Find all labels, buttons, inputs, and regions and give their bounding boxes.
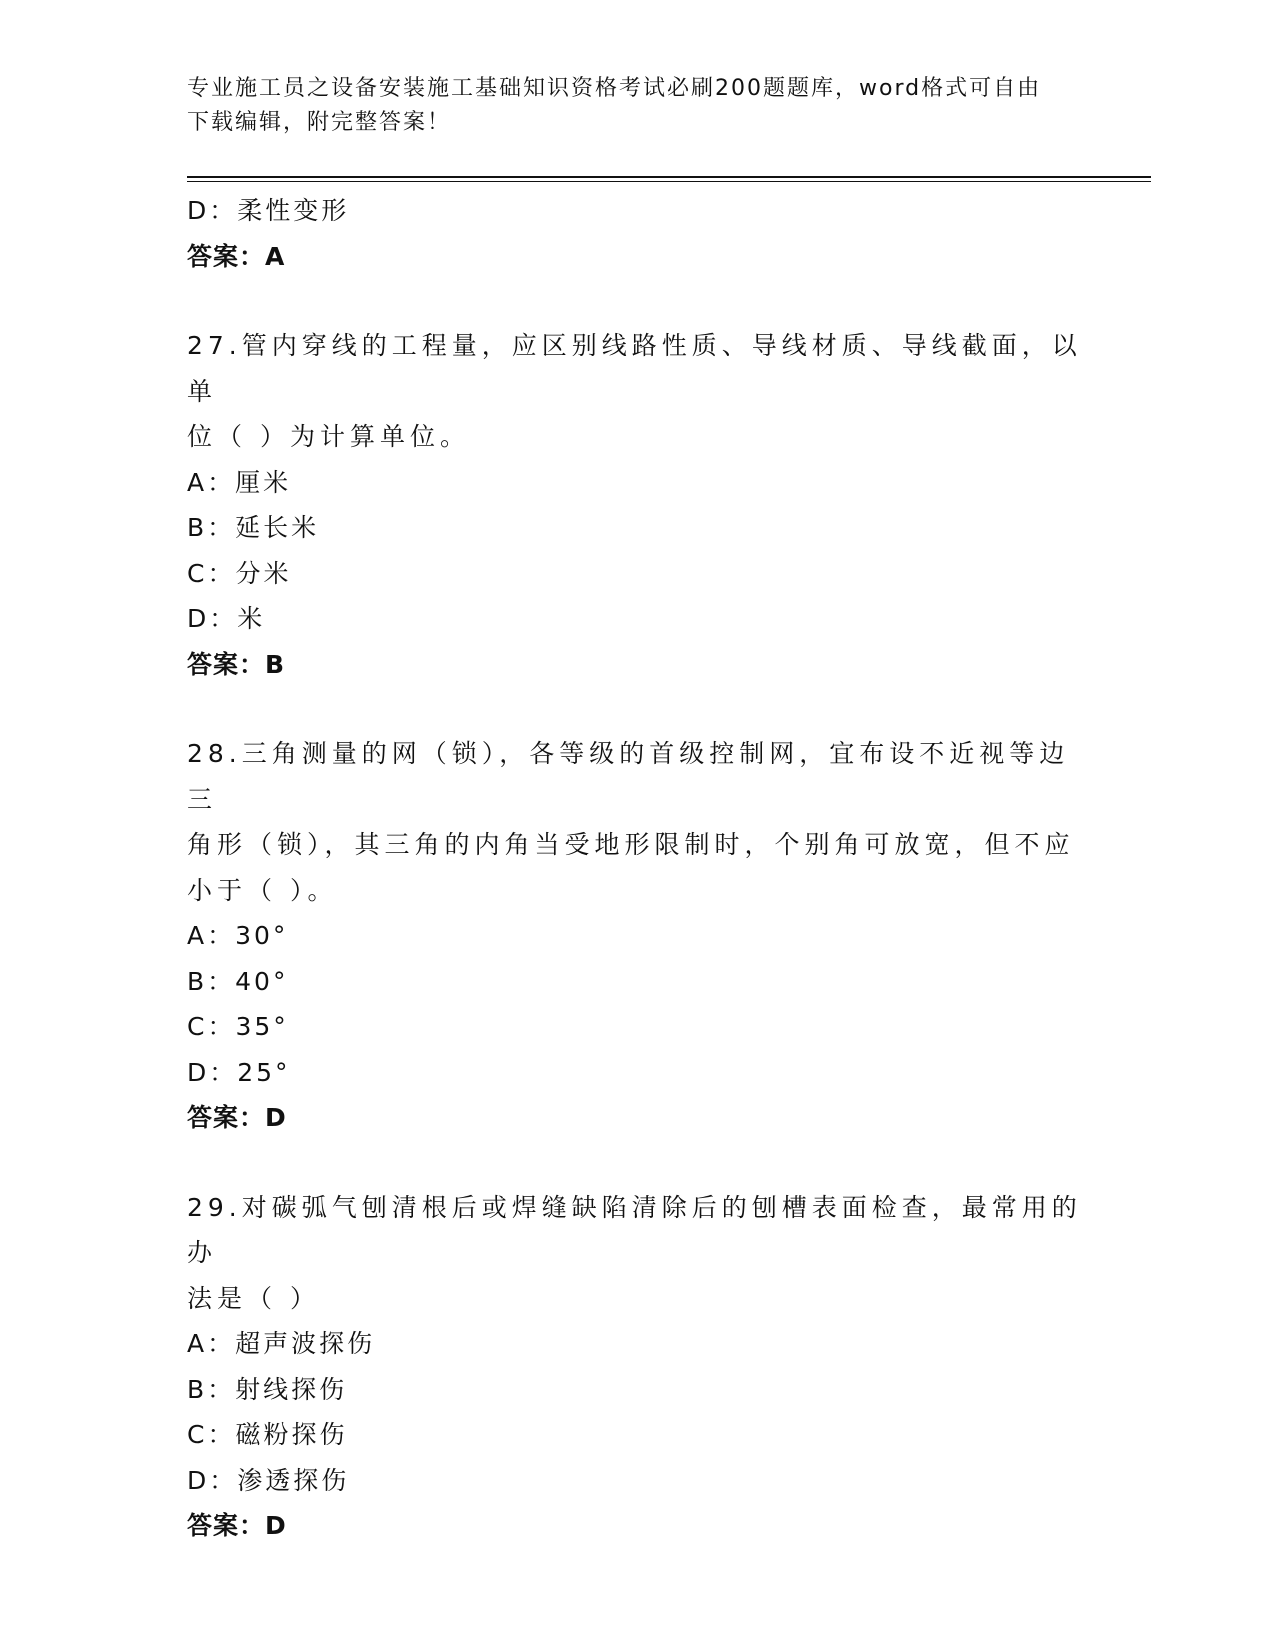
header-title-line-1: 专业施工员之设备安装施工基础知识资格考试必刷200题题库，word格式可自由 [187, 76, 1042, 101]
question-27 [187, 323, 1087, 687]
option-a: A：厘米 [187, 467, 292, 497]
option-b: B：射线探伤 [187, 1374, 348, 1404]
option-d: D：柔性变形 [187, 196, 350, 225]
option-a: A：超声波探伤 [187, 1329, 376, 1358]
option-d: D：25° [187, 1057, 291, 1087]
answer-line: 答案：B [187, 649, 286, 679]
header-divider [187, 176, 1151, 182]
option-a: A：30° [187, 921, 289, 950]
question-28 [187, 731, 1087, 1141]
option-c: C：磁粉探伤 [187, 1420, 348, 1449]
header-title-line-2: 下载编辑，附完整答案！ [187, 110, 452, 135]
option-c: C：35° [187, 1012, 289, 1041]
answer-line: 答案：A [187, 241, 286, 271]
question-text-line-1: 29.对碳弧气刨清根后或焊缝缺陷清除后的刨槽表面检查，最常用的办 [187, 1192, 1082, 1267]
question-text-line-1: 27.管内穿线的工程量，应区别线路性质、导线材质、导线截面，以单 [187, 331, 1082, 406]
question-text-line-2: 角形（锁），其三角的内角当受地形限制时，个别角可放宽，但不应 [187, 830, 1075, 859]
document-header [187, 72, 1067, 140]
question-text-line-1: 28.三角测量的网（锁），各等级的首级控制网，宜布设不近视等边三 [187, 739, 1070, 814]
question-text-line-2: 位（ ）为计算单位。 [187, 422, 470, 451]
option-c: C：分米 [187, 558, 292, 588]
option-d: D：渗透探伤 [187, 1465, 350, 1495]
question-29 [187, 1185, 1087, 1549]
previous-question-tail [187, 188, 1087, 279]
answer-line: 答案：D [187, 1511, 287, 1540]
question-text-line-3: 小于（ ）。 [187, 875, 338, 905]
answer-line: 答案：D [187, 1103, 287, 1132]
option-b: B：延长米 [187, 513, 320, 542]
question-text-line-2: 法是（ ） [187, 1283, 320, 1313]
option-b: B：40° [187, 966, 289, 996]
option-d: D：米 [187, 604, 266, 633]
document-body [187, 188, 1087, 1549]
